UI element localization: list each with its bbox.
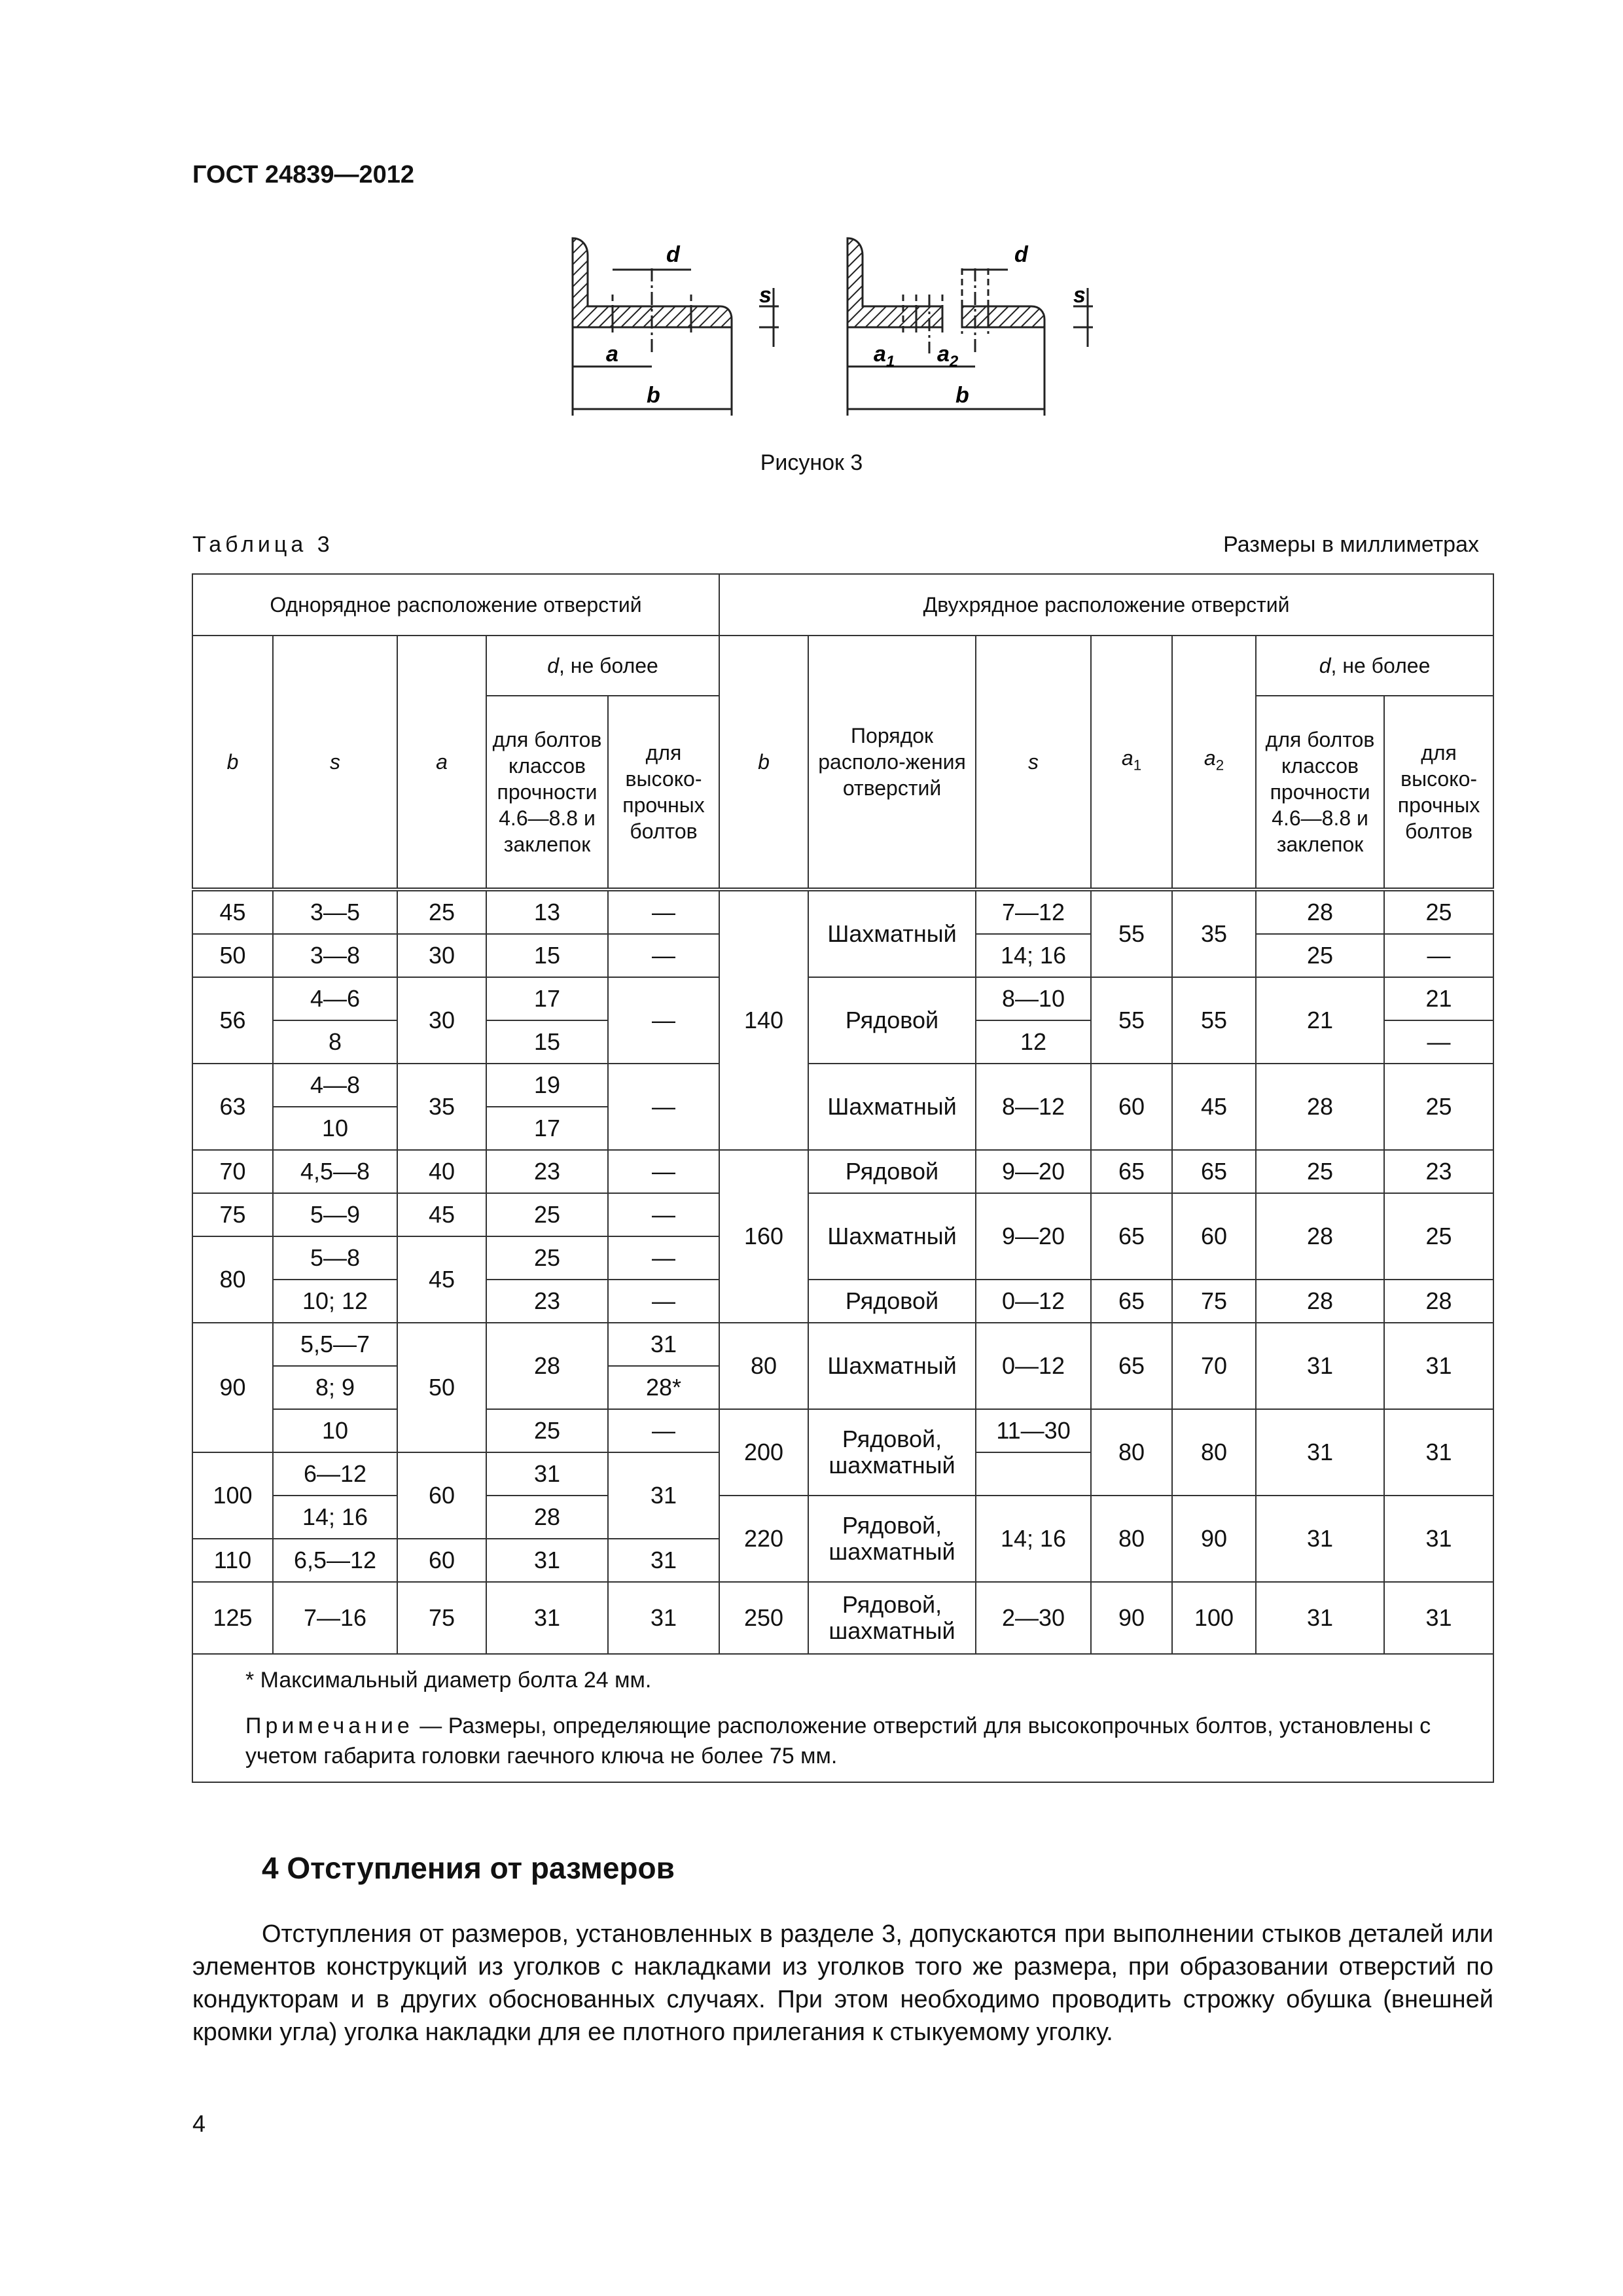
cell: Рядовой [808,1280,976,1323]
col-header-high-strength-bolts: для высоко-прочных болтов [1384,696,1493,889]
cell: 45 [397,1193,486,1236]
cell: 10 [273,1409,397,1452]
cell: 35 [1172,889,1256,977]
cell: 65 [1172,1150,1256,1193]
cell: 25 [1256,1150,1384,1193]
cell: 31 [1384,1582,1493,1654]
page-number: 4 [192,2110,206,2137]
col-header-a2: $a_2$ [1172,636,1256,889]
note-label: Примечание [245,1713,414,1738]
cell: 25 [397,889,486,934]
angle-section-figure [563,229,1152,425]
cell: 8; 9 [273,1366,397,1409]
cell: 25 [486,1193,608,1236]
cell: 31 [486,1452,608,1496]
cell: Шахматный [808,1193,976,1280]
dimension-label-b: b [647,383,660,408]
cell: 80 [1091,1409,1172,1496]
col-header-hole-order: Порядок располо-жения отверстий [808,636,976,889]
cell: 17 [486,977,608,1020]
cell: 160 [719,1150,808,1323]
table-row [192,1193,1493,1236]
table-row [192,1064,1493,1107]
cell: 8—12 [976,1064,1091,1150]
col-header-s: s [273,636,397,889]
table-row [192,1496,1493,1539]
cell: 125 [192,1582,273,1654]
cell: 17 [486,1107,608,1150]
cell: 220 [719,1496,808,1582]
cell: 9—20 [976,1193,1091,1280]
col-header-bolts-46-88: для болтов классов прочности 4.6—8.8 и заклепок [486,696,608,889]
figure-caption: Рисунок 3 [760,450,863,475]
dimension-label-s: s [1073,283,1086,308]
cell: 50 [397,1323,486,1452]
cell: 40 [397,1150,486,1193]
group-header-double-row: Двухрядное расположение отверстий [719,574,1493,636]
cell: 15 [486,1020,608,1064]
cell: 28 [1256,889,1384,934]
cell: 70 [192,1150,273,1193]
cell: 13 [486,889,608,934]
cell: 31 [1256,1409,1384,1496]
cell: 55 [1091,889,1172,977]
col-header-high-strength-bolts: для высоко-прочных болтов [608,696,719,889]
cell: 56 [192,977,273,1064]
cell: 28* [608,1366,719,1409]
table-note [245,1711,1473,1771]
col-header-d-max: d, не более [486,636,719,696]
cell: 30 [397,934,486,977]
col-header-a: a [397,636,486,889]
cell: 31 [608,1582,719,1654]
note-text: — Размеры, определяющие расположение отверстий для высокопрочных болтов, установлены с учетом габарита головки гаечного ключа не более 75 мм. [245,1713,1431,1768]
cell: 100 [1172,1582,1256,1654]
cell: 11—30 [976,1409,1091,1452]
cell: 0—12 [976,1280,1091,1323]
cell: 14; 16 [273,1496,397,1539]
cell: 21 [1256,977,1384,1064]
cell: 75 [1172,1280,1256,1323]
table-caption: Таблица 3 [192,532,334,557]
dimension-label-a1: $a_1$ [874,342,895,370]
cell: — [608,977,719,1064]
cell: 45 [192,889,273,934]
cell: 8 [273,1020,397,1064]
col-header-s: s [976,636,1091,889]
cell: Рядовой [808,977,976,1064]
cell: 30 [397,977,486,1064]
cell: 250 [719,1582,808,1654]
cell: 6,5—12 [273,1539,397,1582]
cell: 8—10 [976,977,1091,1020]
cell: 19 [486,1064,608,1107]
cell: 31 [608,1452,719,1539]
cell: Шахматный [808,1323,976,1409]
cell: 25 [486,1236,608,1280]
cell: 10; 12 [273,1280,397,1323]
cell: 21 [1384,977,1493,1020]
cell: 31 [1256,1582,1384,1654]
cell [976,1452,1091,1496]
cell: 100 [192,1452,273,1539]
dimension-label-s: s [759,283,772,308]
cell: 28 [486,1323,608,1409]
cell: 7—12 [976,889,1091,934]
cell: 65 [1091,1280,1172,1323]
cell: 4—6 [273,977,397,1020]
dimension-label-d: d [1014,242,1028,267]
document-code: ГОСТ 24839—2012 [192,161,415,188]
cell: 55 [1172,977,1256,1064]
cell: 60 [1091,1064,1172,1150]
col-header-b: b [719,636,808,889]
cell: 23 [486,1280,608,1323]
cell: — [1384,934,1493,977]
cell: 31 [1384,1496,1493,1582]
cell: 0—12 [976,1323,1091,1409]
cell: 23 [1384,1150,1493,1193]
cell: 63 [192,1064,273,1150]
cell: 3—5 [273,889,397,934]
col-header-bolts-46-88: для болтов классов прочности 4.6—8.8 и заклепок [1256,696,1384,889]
table-row [192,1323,1493,1366]
cell: 50 [192,934,273,977]
cell: — [1384,1020,1493,1064]
cell: 140 [719,889,808,1150]
cell: 31 [608,1323,719,1366]
cell: 31 [1384,1323,1493,1409]
double-row-angle-drawing [847,238,1093,416]
cell: 75 [397,1582,486,1654]
cell: 23 [486,1150,608,1193]
table-row [192,889,1493,934]
col-header-b: b [192,636,273,889]
cell: 31 [1256,1496,1384,1582]
cell: — [608,1150,719,1193]
cell: 28 [1384,1280,1493,1323]
cell: 28 [1256,1064,1384,1150]
table-footnote-row [192,1654,1493,1782]
cell: 110 [192,1539,273,1582]
cell: 31 [1384,1409,1493,1496]
cell: — [608,934,719,977]
cell: 31 [486,1539,608,1582]
cell: 55 [1091,977,1172,1064]
cell: 15 [486,934,608,977]
dimension-label-b: b [955,383,969,408]
cell: 90 [1172,1496,1256,1582]
dimensions-table [192,573,1494,1783]
cell: 25 [486,1409,608,1452]
cell: 200 [719,1409,808,1496]
cell: 65 [1091,1193,1172,1280]
cell: 70 [1172,1323,1256,1409]
cell: 45 [1172,1064,1256,1150]
cell: 25 [1384,889,1493,934]
cell: Рядовой, шахматный [808,1409,976,1496]
cell: 14; 16 [976,934,1091,977]
cell: 28 [1256,1280,1384,1323]
cell: Шахматный [808,1064,976,1150]
cell: Рядовой [808,1150,976,1193]
group-header-single-row: Однорядное расположение отверстий [192,574,719,636]
col-header-a1: $a_1$ [1091,636,1172,889]
cell: 7—16 [273,1582,397,1654]
dimension-label-a: a [606,342,618,367]
cell: 4,5—8 [273,1150,397,1193]
cell: 80 [192,1236,273,1323]
dimension-label-d: d [666,242,680,267]
cell: 80 [1172,1409,1256,1496]
cell: 25 [1256,934,1384,977]
cell: 80 [719,1323,808,1409]
cell: 60 [1172,1193,1256,1280]
col-header-d-max: d, не более [1256,636,1493,696]
cell: 31 [608,1539,719,1582]
cell: 5,5—7 [273,1323,397,1366]
cell: 28 [486,1496,608,1539]
cell: 6—12 [273,1452,397,1496]
section-title: 4 Отступления от размеров [262,1851,675,1885]
cell: 80 [1091,1496,1172,1582]
cell: — [608,1064,719,1150]
cell: — [608,1236,719,1280]
cell: 5—8 [273,1236,397,1280]
cell: 31 [486,1582,608,1654]
dimension-label-a2: $a_2$ [937,342,959,370]
cell: — [608,889,719,934]
cell: 2—30 [976,1582,1091,1654]
cell: 90 [192,1323,273,1452]
cell: 4—8 [273,1064,397,1107]
cell: 60 [397,1539,486,1582]
cell: — [608,1409,719,1452]
cell: 28 [1256,1193,1384,1280]
cell: 65 [1091,1323,1172,1409]
cell: 65 [1091,1150,1172,1193]
cell: 35 [397,1064,486,1150]
table-units: Размеры в миллиметрах [1223,532,1479,557]
cell: 5—9 [273,1193,397,1236]
cell: 31 [1256,1323,1384,1409]
cell: 75 [192,1193,273,1236]
cell: 14; 16 [976,1496,1091,1582]
cell: 90 [1091,1582,1172,1654]
cell: 60 [397,1452,486,1539]
cell: 10 [273,1107,397,1150]
table-row [192,1280,1493,1323]
cell: 45 [397,1236,486,1323]
cell: Рядовой, шахматный [808,1496,976,1582]
cell: 12 [976,1020,1091,1064]
cell: 3—8 [273,934,397,977]
cell: 25 [1384,1193,1493,1280]
table-row [192,1409,1493,1452]
cell: Рядовой, шахматный [808,1582,976,1654]
cell: 9—20 [976,1150,1091,1193]
cell: 25 [1384,1064,1493,1150]
cell: — [608,1193,719,1236]
cell: Шахматный [808,889,976,977]
table-footnote: * Максимальный диаметр болта 24 мм. [245,1668,652,1693]
table-row [192,977,1493,1020]
table-row [192,1582,1493,1654]
cell: — [608,1280,719,1323]
section-body: Отступления от размеров, установленных в разделе 3, допускаются при выполнении стыков деталей или элементов конструкций из уголков с накладками из уголков того же размера, при образовании отверстий по кондукторам и в других обоснованных случаях. При этом необходимо проводить строжку обушка (внешней кромки угла) уголка накладки для ее плотного прилегания к стыкуемому уголку. [192,1920,1493,2046]
table-footnote-cell [192,1654,1493,1782]
table-row [192,1150,1493,1193]
